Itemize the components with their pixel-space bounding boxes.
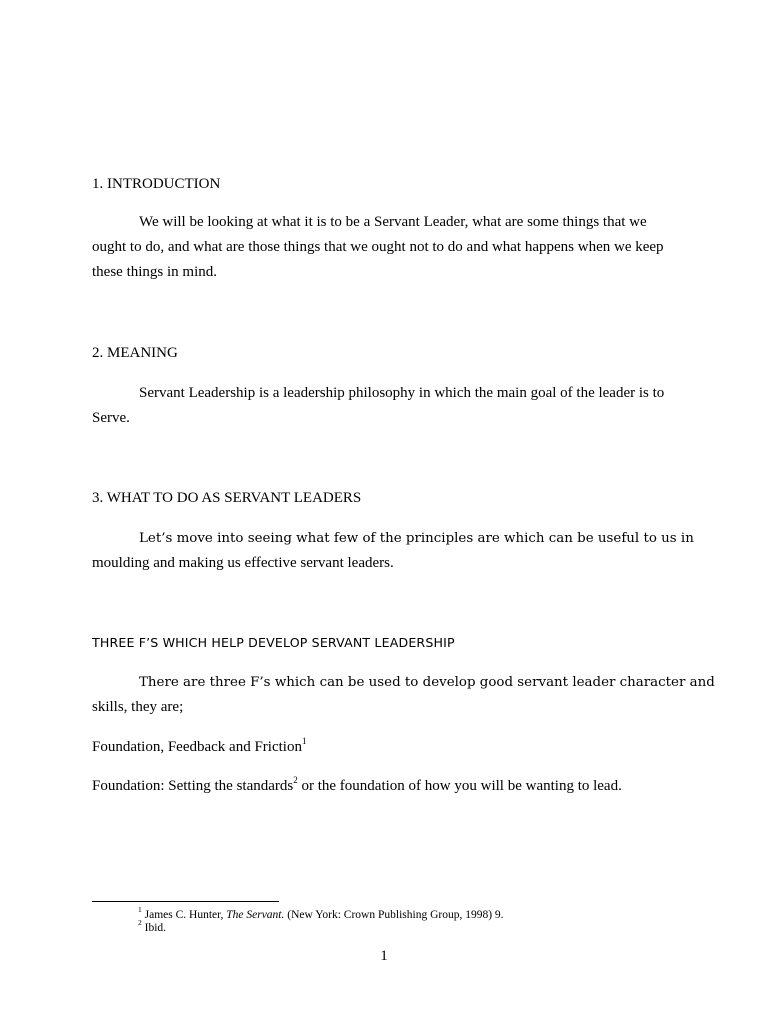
footnote-separator <box>92 901 279 902</box>
footnote-1-citation: (New York: Crown Publishing Group, 1998) 9. <box>284 909 504 921</box>
foundation-definition-text: Foundation: Setting the standards <box>92 778 294 794</box>
footnote-2-mark: 2 <box>138 918 142 928</box>
three-fs-paragraph-line-1: There are three F’s which can be used to develop good servant leader character and <box>139 675 715 690</box>
foundation-definition-continuation: or the foundation of how you will be wanting to lead. <box>297 778 622 794</box>
foundation-definition-line <box>92 774 680 799</box>
footnote-2 <box>138 918 167 935</box>
three-fs-list-line <box>92 735 680 760</box>
meaning-paragraph: Servant Leadership is a leadership philosophy in which the main goal of the leader is to Serve. <box>92 385 665 426</box>
what-to-do-paragraph-line-2: moulding and making us effective servant leaders. <box>92 555 394 571</box>
footnote-reference-1: 1 <box>301 736 307 746</box>
section-heading-what-to-do: 3. WHAT TO DO AS SERVANT LEADERS <box>92 490 362 506</box>
what-to-do-paragraph-line-1: Let’s move into seeing what few of the principles are which can be useful to us in <box>139 531 694 546</box>
section-heading-introduction: 1. INTRODUCTION <box>92 176 221 192</box>
three-fs-paragraph-line-2: skills, they are; <box>92 699 184 715</box>
footnote-1 <box>138 905 504 922</box>
introduction-paragraph: We will be looking at what it is to be a Servant Leader, what are some things that we ought to do, and what are those things that we ought not to do and what happens when we keep these things in mind. <box>92 214 664 280</box>
footnote-reference-2: 2 <box>293 775 298 785</box>
page-number: 1 <box>380 948 388 964</box>
footnote-1-author: James C. Hunter, <box>141 909 227 921</box>
footnote-1-title: The Servant. <box>226 909 285 921</box>
section-heading-meaning: 2. MEANING <box>92 345 178 361</box>
section-heading-three-fs: THREE F’S WHICH HELP DEVELOP SERVANT LEADERSHIP <box>92 635 455 650</box>
footnote-1-mark: 1 <box>138 905 142 915</box>
three-fs-list-text: Foundation, Feedback and Friction <box>92 739 302 755</box>
footnote-2-text: Ibid. <box>141 922 167 934</box>
